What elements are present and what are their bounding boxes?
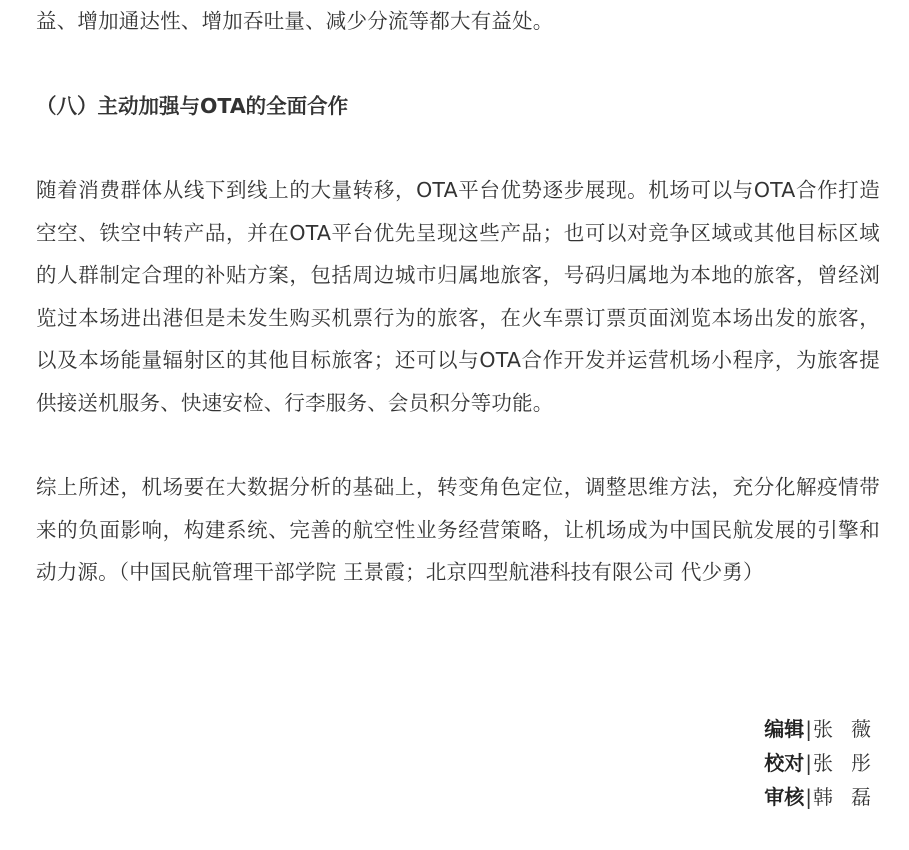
article-body [36, 0, 880, 594]
paragraph-ota-cooperation: 随着消费群体从线下到线上的大量转移，OTA平台优势逐步展现。机场可以与OTA合作打造空空、铁空中转产品，并在OTA平台优先呈现这些产品；也可以对竞争区域或其他目标区域的人群制定合理的补贴方案，包括周边城市归属地旅客，号码归属地为本地的旅客，曾经浏览过本场进出港但是未发生购买机票行为的旅客，在火车票订票页面浏览本场出发的旅客，以及本场能量辐射区的其他目标旅客；还可以与OTA合作开发并运营机场小程序，为旅客提供接送机服务、快速安检、行李服务、会员积分等功能。 [36, 178, 880, 415]
section-heading: （八）主动加强与OTA的全面合作 [36, 93, 349, 118]
credits-block [764, 712, 889, 814]
credit-proofreader-role: 校对 [764, 751, 805, 775]
credit-reviewer-role: 审核 [764, 785, 805, 809]
credit-separator: | [805, 751, 812, 775]
paragraph-top-line: 益、增加通达性、增加吞吐量、减少分流等都大有益处。 [36, 9, 554, 33]
credit-editor-name: 张薇 [813, 717, 889, 741]
credit-editor-role: 编辑 [764, 717, 805, 741]
credit-reviewer [764, 780, 889, 814]
credit-proofreader-name: 张彤 [813, 751, 889, 775]
credit-separator: | [805, 785, 812, 809]
credit-separator: | [805, 717, 812, 741]
credit-editor [764, 712, 889, 746]
credit-reviewer-name: 韩磊 [813, 785, 889, 809]
paragraph-summary: 综上所述，机场要在大数据分析的基础上，转变角色定位，调整思维方法，充分化解疫情带来的负面影响，构建系统、完善的航空性业务经营策略，让机场成为中国民航发展的引擎和动力源。（中国民航管理干部学院 王景霞；北京四型航港科技有限公司 代少勇） [36, 475, 880, 584]
credit-proofreader [764, 746, 889, 780]
